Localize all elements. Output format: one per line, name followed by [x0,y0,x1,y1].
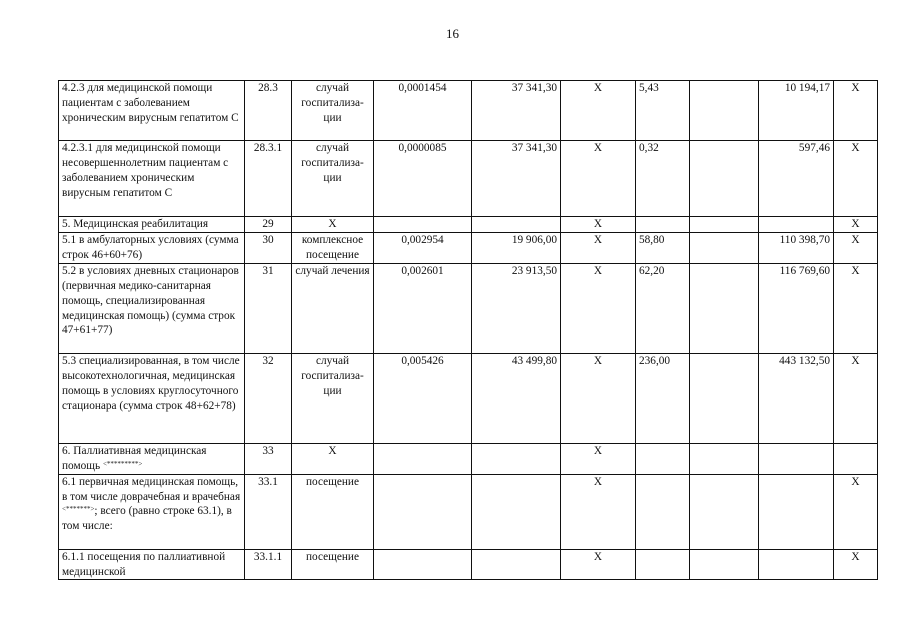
row-empty-cell [690,549,759,580]
page-number: 16 [446,26,459,41]
row-x-final-cell: Х [834,217,878,233]
row-per-capita-cell [636,217,690,233]
table-row [59,141,878,217]
row-x-final-cell: Х [834,263,878,353]
row-unit-cell: посещение [292,474,374,549]
row-name-cell [59,549,245,580]
row-name-cell [59,443,245,474]
row-unit-cell: Х [292,443,374,474]
table-row [59,217,878,233]
row-per-capita-cell: 236,00 [636,353,690,443]
row-code-cell: 32 [245,353,292,443]
row-unit-cell: случай лечения [292,263,374,353]
row-sum-cell: 597,46 [759,141,834,217]
row-code-cell: 31 [245,263,292,353]
row-x-cell: Х [561,549,636,580]
table-row [59,353,878,443]
row-per-capita-cell: 0,32 [636,141,690,217]
row-empty-cell [690,443,759,474]
row-norm-cell: 0,005426 [374,353,472,443]
row-label: 5.2 в условиях дневных стационаров (первичная медико-санитарная помощь, специализированная медицинская помощь) (сумма строк 47+61+77) [62,264,239,337]
footnote-marker: <*******> [62,505,95,514]
row-label: 5.1 в амбулаторных условиях (сумма строк 46+60+76) [62,234,239,261]
financing-table [58,80,878,580]
row-empty-cell [690,217,759,233]
row-x-final-cell: Х [834,233,878,264]
row-sum-cell [759,217,834,233]
row-per-capita-cell: 62,20 [636,263,690,353]
row-norm-cell: 0,002601 [374,263,472,353]
row-cost-cell [472,474,561,549]
row-label: 4.2.3.1 для медицинской помощи несовершеннолетним пациентам с заболеванием хроническим вирусным гепатитом С [62,142,229,199]
row-label: 6.1.1 посещения по паллиативной медицинской [62,550,226,578]
row-empty-cell [690,474,759,549]
row-x-cell: Х [561,474,636,549]
row-norm-cell [374,474,472,549]
row-name-cell [59,217,245,233]
row-label: 5. Медицинская реабилитация [62,218,209,230]
row-unit-cell: случай госпитализа-ции [292,353,374,443]
row-cost-cell [472,443,561,474]
row-x-final-cell: Х [834,81,878,141]
row-label: 6.1 первичная медицинская помощь, в том числе доврачебная и врачебная [62,475,241,503]
row-unit-cell: случай госпитализа-ции [292,141,374,217]
row-code-cell: 33 [245,443,292,474]
row-sum-cell [759,549,834,580]
row-empty-cell [690,263,759,353]
row-label-tail: ; всего (равно строке 63.1), в том числе: [62,505,232,533]
row-empty-cell [690,353,759,443]
row-cost-cell: 23 913,50 [472,263,561,353]
row-sum-cell: 110 398,70 [759,233,834,264]
row-per-capita-cell [636,474,690,549]
table-row [59,233,878,264]
footnote-marker: <*********> [102,459,143,468]
row-cost-cell: 43 499,80 [472,353,561,443]
row-code-cell: 28.3.1 [245,141,292,217]
row-per-capita-cell: 58,80 [636,233,690,264]
row-x-cell: Х [561,443,636,474]
row-name-cell [59,353,245,443]
row-norm-cell: 0,0001454 [374,81,472,141]
row-x-final-cell: Х [834,549,878,580]
table-row [59,443,878,474]
row-code-cell: 33.1 [245,474,292,549]
row-name-cell [59,81,245,141]
row-sum-cell: 10 194,17 [759,81,834,141]
table-row [59,81,878,141]
row-x-cell: Х [561,141,636,217]
row-per-capita-cell [636,549,690,580]
row-norm-cell [374,217,472,233]
row-label: 5.3 специализированная, в том числе высокотехнологичная, медицинская помощь в условиях круглосуточного стационара (сумма строк 48+62+78) [62,354,240,412]
row-x-cell: Х [561,217,636,233]
row-empty-cell [690,81,759,141]
row-code-cell: 28.3 [245,81,292,141]
row-unit-cell: случай госпитализа-ции [292,81,374,141]
row-x-cell: Х [561,233,636,264]
row-unit-cell: посещение [292,549,374,580]
row-cost-cell [472,549,561,580]
row-x-final-cell: Х [834,141,878,217]
row-name-cell [59,141,245,217]
row-x-final-cell [834,443,878,474]
row-per-capita-cell: 5,43 [636,81,690,141]
row-empty-cell [690,141,759,217]
row-sum-cell [759,443,834,474]
row-sum-cell: 443 132,50 [759,353,834,443]
row-norm-cell: 0,002954 [374,233,472,264]
row-name-cell [59,474,245,549]
row-sum-cell [759,474,834,549]
row-unit-cell: комплексное посещение [292,233,374,264]
row-empty-cell [690,233,759,264]
row-norm-cell: 0,0000085 [374,141,472,217]
row-cost-cell: 37 341,30 [472,81,561,141]
row-per-capita-cell [636,443,690,474]
row-code-cell: 33.1.1 [245,549,292,580]
row-cost-cell: 37 341,30 [472,141,561,217]
row-x-final-cell: Х [834,474,878,549]
row-norm-cell [374,549,472,580]
row-x-cell: Х [561,353,636,443]
row-norm-cell [374,443,472,474]
row-cost-cell: 19 906,00 [472,233,561,264]
row-code-cell: 29 [245,217,292,233]
row-sum-cell: 116 769,60 [759,263,834,353]
row-code-cell: 30 [245,233,292,264]
table-row [59,549,878,580]
row-x-final-cell: Х [834,353,878,443]
row-x-cell: Х [561,263,636,353]
table-row [59,263,878,353]
table-row [59,474,878,549]
row-name-cell [59,263,245,353]
row-label: 6. Паллиативная медицинская помощь [62,444,207,472]
row-unit-cell: Х [292,217,374,233]
row-name-cell [59,233,245,264]
row-x-cell: Х [561,81,636,141]
row-label: 4.2.3 для медицинской помощи пациентам с заболеванием хроническим вирусным гепатитом С [62,82,239,124]
row-cost-cell [472,217,561,233]
